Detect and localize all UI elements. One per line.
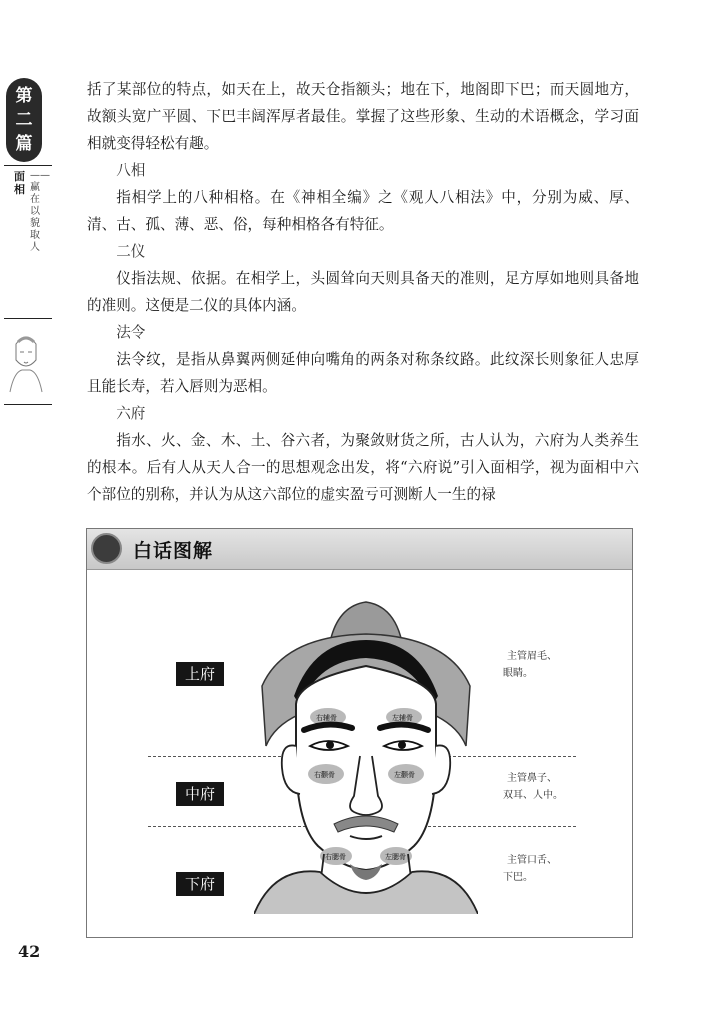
chapter-badge — [6, 78, 42, 162]
right-sai-bone-label: 右腮骨 — [325, 853, 346, 861]
right-fu-bone-label: 右辅骨 — [316, 714, 337, 722]
region-label-upper: 上府 — [176, 662, 224, 686]
chapter-char-3: 篇 — [15, 134, 33, 154]
emblem-icon — [91, 533, 122, 564]
paragraph-baxiang: 指相学上的八种相格。在《神相全编》之《观人八相法》中，分别为威、厚、清、古、孤、薄、恶、俗，每种相格各有特征。 — [87, 189, 639, 233]
page-number: 42 — [18, 942, 41, 961]
sidebar-divider-top — [4, 165, 52, 166]
chapter-sidebar — [0, 78, 56, 408]
chapter-char-2: 二 — [15, 110, 33, 130]
portrait-thumbnail-icon — [6, 326, 46, 396]
term-heading-liufu: 六府 — [116, 405, 146, 422]
term-heading-eryi: 二仪 — [116, 243, 146, 260]
sidebar-divider-bottom — [4, 404, 52, 405]
left-fu-bone-label: 左辅骨 — [392, 714, 413, 722]
sidebar-subtitle: ——赢在以貌取人 — [30, 170, 50, 253]
paragraph-faling: 法令纹，是指从鼻翼两侧延伸向嘴角的两条对称条纹路。此纹深长则象征人忠厚且能长寿，若入唇则为恶相。 — [87, 351, 639, 395]
right-quan-bone-label: 右颧骨 — [314, 771, 335, 779]
sidebar-divider-mid — [4, 318, 52, 319]
paragraph-liufu: 指水、火、金、木、土、谷六者，为聚敛财货之所，古人认为，六府为人类养生的根本。后有人从天人合一的思想观念出发，将“六府说”引入面相学，视为面相中六个部位的别称，并认为从这六部位的虚实盈亏可测断人一生的禄 — [87, 432, 639, 503]
sidebar-title: 面相 — [14, 170, 25, 196]
left-quan-bone-label: 左颧骨 — [394, 771, 415, 779]
region-label-middle: 中府 — [176, 782, 224, 806]
left-sai-bone-label: 左腮骨 — [385, 853, 406, 861]
chapter-char-1: 第 — [15, 86, 33, 106]
term-heading-faling: 法令 — [116, 324, 146, 341]
region-label-lower: 下府 — [176, 872, 224, 896]
face-diagram — [254, 596, 478, 914]
paragraph-continuation: 括了某部位的特点，如天在上，故天仓指额头；地在下，地阁即下巴；而天圆地方，故额头宽广平圆、下巴丰阔浑厚者最佳。掌握了这些形象、生动的术语概念，学习面相就变得轻松有趣。 — [87, 81, 639, 152]
illustration-header — [87, 529, 632, 570]
note-middle: 主管鼻子、 双耳、人中。 — [503, 773, 563, 801]
illustration-title: 白话图解 — [133, 540, 214, 562]
paragraph-eryi: 仪指法规、依据。在相学上，头圆耸向天则具备天的准则，足方厚如地则具备地的准则。这便是二仪的具体内涵。 — [87, 270, 639, 314]
term-heading-baxiang: 八相 — [116, 162, 146, 179]
note-lower: 主管口舌、 下巴。 — [503, 855, 557, 883]
note-upper: 主管眉毛、 眼睛。 — [503, 651, 557, 679]
body-text — [87, 76, 639, 508]
